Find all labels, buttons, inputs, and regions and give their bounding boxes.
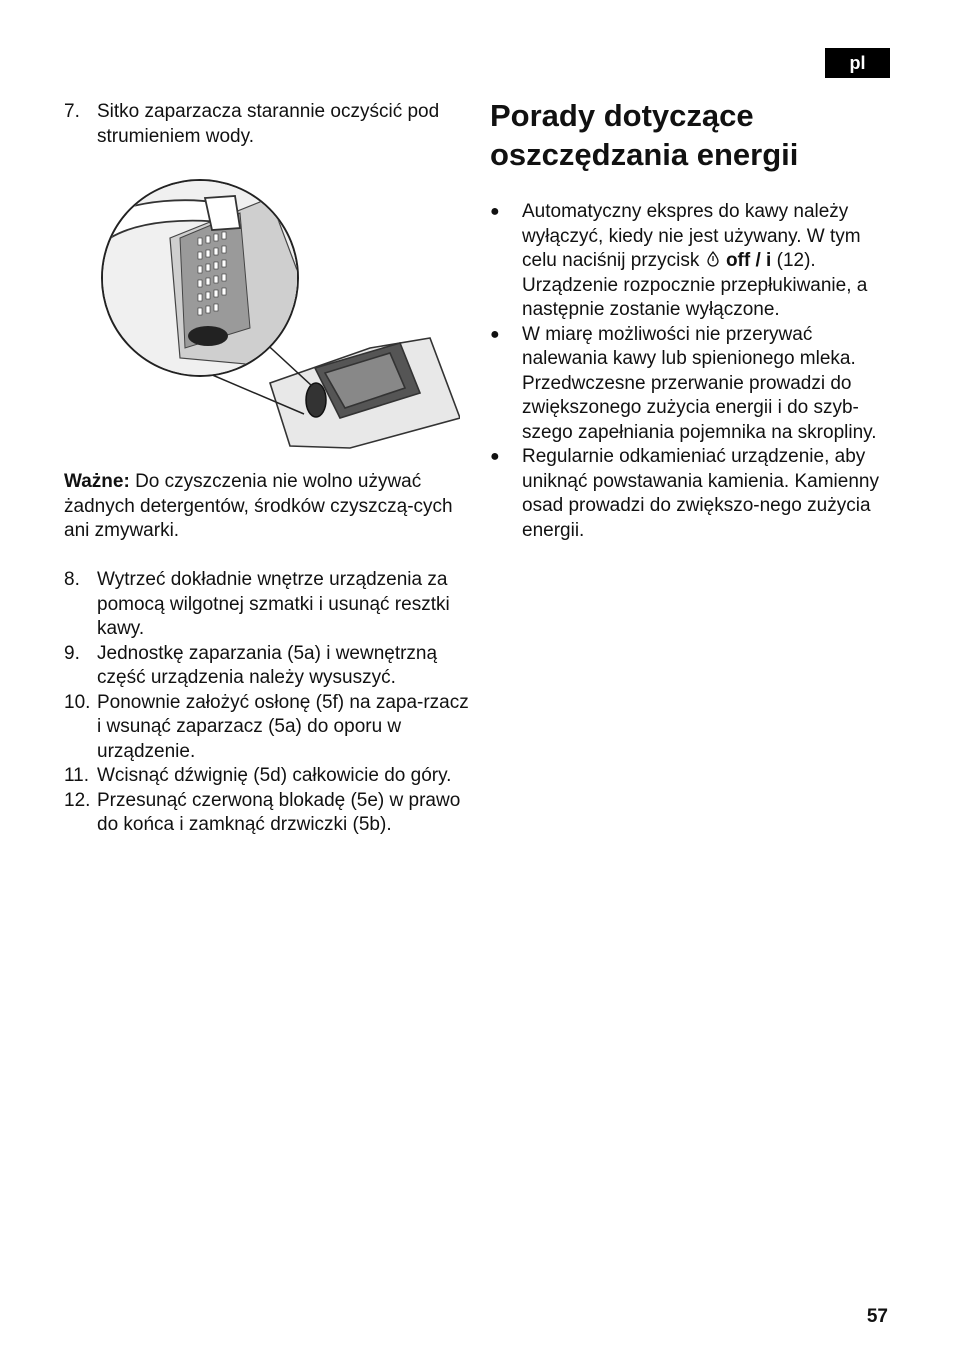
bullet-dot: ● bbox=[490, 448, 500, 465]
step-text: Wcisnąć dźwignię (5d) całkowicie do góry. bbox=[97, 765, 452, 786]
step-number: 7. bbox=[64, 101, 80, 122]
list-item bbox=[490, 200, 895, 323]
tip-text bbox=[522, 200, 895, 323]
list-item bbox=[64, 691, 469, 765]
tip-text: W miarę możliwości nie przerywać nalewania kawy lub spienionego mleka. Przedwczesne przerwanie prowadzi do zwiększonego zużycia energii i do szyb-szego zapełniania pojemnika na skropliny. bbox=[522, 323, 877, 443]
important-note bbox=[64, 470, 464, 544]
step-text: Jednostkę zaparzania (5a) i wewnętrzną część urządzenia należy wysuszyć. bbox=[97, 642, 438, 688]
list-item bbox=[490, 445, 895, 543]
step-number: 10. bbox=[64, 691, 91, 713]
step-number: 11. bbox=[64, 765, 90, 786]
power-icon bbox=[705, 251, 721, 267]
off-button-label: off / i bbox=[725, 250, 772, 271]
tip-text-part: (12). Urządzenie rozpocznie przepłukiwanie, a następnie zostanie wyłączone. bbox=[522, 250, 868, 320]
bullet-dot: ● bbox=[490, 203, 500, 220]
step-text: Ponownie założyć osłonę (5f) na zapa-rzacz i wsunąć zaparzacz (5a) do oporu w urządzenie. bbox=[97, 691, 469, 762]
section-heading: Porady dotyczące oszczędzania energii bbox=[490, 98, 799, 172]
language-badge: pl bbox=[825, 48, 890, 78]
tips-list bbox=[490, 200, 895, 543]
list-item bbox=[490, 323, 895, 446]
list-item bbox=[64, 642, 469, 691]
list-item bbox=[64, 764, 469, 789]
brewing-unit-rinse-illustration bbox=[100, 178, 460, 453]
step-number: 8. bbox=[64, 569, 80, 590]
step-number: 9. bbox=[64, 642, 80, 664]
list-item bbox=[64, 568, 469, 642]
step-number: 12. bbox=[64, 789, 91, 811]
tip-text: Regularnie odkamieniać urządzenie, aby uniknąć powstawania kamienia. Kamienny osad prowadzi do zwiększo-nego zużycia energii. bbox=[522, 446, 879, 541]
important-text: Do czyszczenia nie wolno używać żadnych detergentów, środków czyszczą-cych ani zmywarki. bbox=[64, 471, 453, 541]
bullet-dot: ● bbox=[490, 325, 500, 343]
list-item bbox=[64, 789, 469, 838]
important-label: Ważne: bbox=[64, 471, 130, 492]
step-7 bbox=[64, 100, 469, 149]
tip-text-part: Automatyczny ekspres do kawy należy wyłączyć, kiedy nie jest używany. W tym celu naciśnij przycisk bbox=[522, 201, 861, 271]
page-number: 57 bbox=[866, 1306, 888, 1327]
step-text: Wytrzeć dokładnie wnętrze urządzenia za pomocą wilgotnej szmatki i usunąć resztki kawy. bbox=[97, 569, 450, 639]
step-text: Przesunąć czerwoną blokadę (5e) w prawo do końca i zamknąć drzwiczki (5b). bbox=[97, 789, 461, 835]
steps-list bbox=[64, 568, 469, 838]
step-text: Sitko zaparzacza starannie oczyścić pod strumieniem wody. bbox=[97, 101, 440, 147]
